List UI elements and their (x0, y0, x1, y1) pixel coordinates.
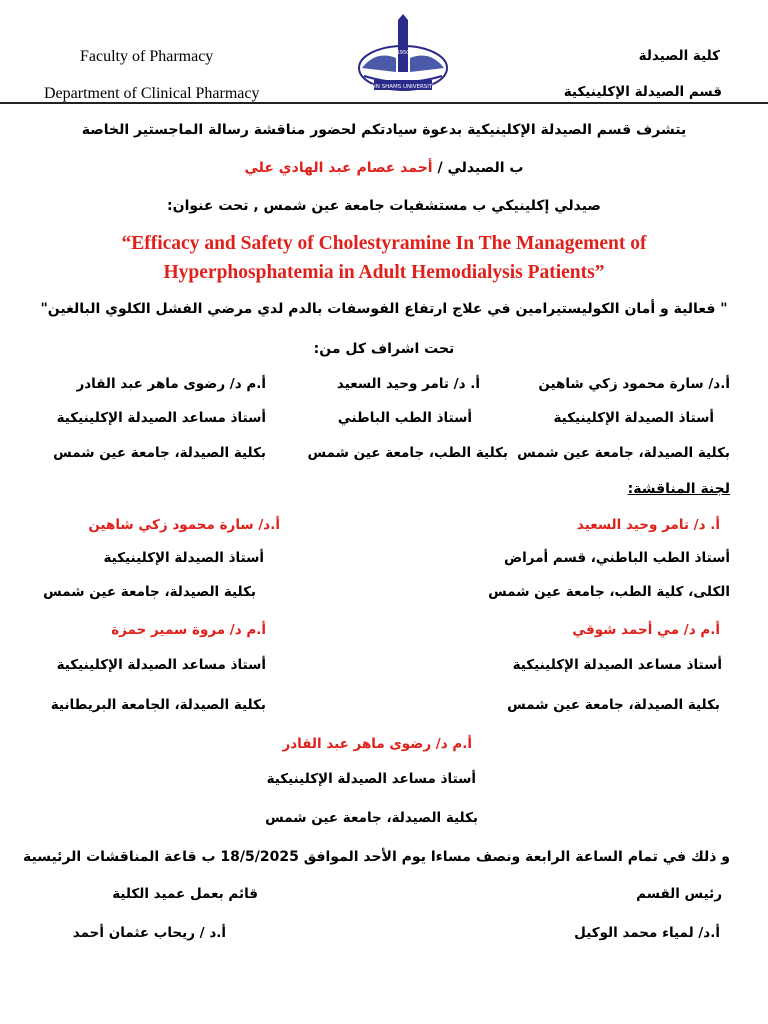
committee-member-title: أستاذ الطب الباطني، قسم أمراض (504, 550, 730, 566)
department-head-title: رئيس القسم (636, 886, 722, 902)
committee-member-name: أ.م د/ رضوى ماهر عبد القادر (282, 736, 472, 752)
department-name-en: Department of Clinical Pharmacy (44, 85, 260, 102)
supervisor-affiliation: بكلية الصيدلة، جامعة عين شمس (517, 445, 730, 461)
supervisor-affiliation: بكلية الطب، جامعة عين شمس (307, 445, 508, 461)
invitation-line: يتشرف قسم الصيدلة الإكلينيكية بدعوة سيادتكم لحضور مناقشة رسالة الماجستير الخاصة (81, 122, 687, 138)
supervisor-title: أستاذ الطب الباطني (337, 410, 472, 426)
committee-member-affiliation: بكلية الصيدلة، جامعة عين شمس (507, 697, 720, 713)
candidate-name: أحمد عصام عبد الهادي علي (244, 160, 433, 176)
supervisor-title: أستاذ الصيدلة الإكلينيكية (553, 410, 714, 426)
logo-year: 1950 (396, 50, 410, 56)
candidate-prefix: ب الصيدلي / (432, 160, 524, 176)
committee-heading: لجنة المناقشة: (627, 481, 730, 497)
department-name-ar: قسم الصيدلة الإكلينيكية (563, 84, 722, 100)
thesis-title-en-line2: Hyperphosphatemia in Adult Hemodialysis Patients” (163, 262, 605, 283)
committee-member-affiliation: بكلية الصيدلة، جامعة عين شمس (265, 810, 478, 826)
supervision-heading: تحت اشراف كل من: (313, 341, 455, 357)
faculty-name-en: Faculty of Pharmacy (80, 48, 214, 65)
logo-text: AIN SHAMS UNIVERSITY (370, 84, 436, 90)
committee-member-affiliation: بكلية الصيدلة، الجامعة البريطانية (50, 697, 266, 713)
committee-member-name: أ.د/ سارة محمود زكي شاهين (88, 517, 280, 533)
supervisor-title: أستاذ مساعد الصيدلة الإكلينيكية (56, 410, 266, 426)
committee-member-title: أستاذ مساعد الصيدلة الإكلينيكية (266, 771, 476, 787)
candidate-line (0, 160, 768, 176)
department-head-name: أ.د/ لمياء محمد الوكيل (574, 925, 720, 941)
committee-member-name: أ.م د/ مروة سمير حمزة (111, 622, 266, 638)
candidate-position: صيدلي إكلينيكي ب مستشفيات جامعة عين شمس , تحت عنوان: (167, 198, 601, 214)
thesis-title-en-line1: “Efficacy and Safety of Cholestyramine In The Management of (121, 233, 647, 254)
supervisor-name: أ.د/ سارة محمود زكي شاهين (538, 376, 730, 392)
committee-member-title: أستاذ مساعد الصيدلة الإكلينيكية (56, 657, 266, 673)
dean-name: أ.د / ريحاب عثمان أحمد (72, 925, 226, 941)
dean-title: قائم بعمل عميد الكلية (112, 886, 258, 902)
committee-member-name: أ.م د/ مي أحمد شوقي (572, 622, 720, 638)
schedule-line: و ذلك في تمام الساعة الرابعة ونصف مساءا يوم الأحد الموافق 18/5/2025 ب قاعة المناقشات الرئيسية (23, 849, 730, 865)
committee-member-title: أستاذ مساعد الصيدلة الإكلينيكية (512, 657, 722, 673)
committee-member-affiliation: بكلية الصيدلة، جامعة عين شمس (43, 584, 256, 600)
faculty-name-ar: كلية الصيدلة (638, 48, 720, 64)
committee-member-title: أستاذ الصيدلة الإكلينيكية (103, 550, 264, 566)
university-logo (356, 14, 450, 98)
supervisor-name: أ. د/ تامر وحيد السعيد (336, 376, 480, 392)
header-divider (0, 102, 768, 104)
committee-member-name: أ. د/ تامر وحيد السعيد (576, 517, 720, 533)
thesis-title-ar: " فعالية و أمان الكوليستيرامين في علاج ارتفاع الفوسفات بالدم لدي مرضي الفشل الكلوي البالغين" (40, 301, 728, 317)
supervisor-name: أ.م د/ رضوى ماهر عبد القادر (76, 376, 266, 392)
committee-member-affiliation: الكلى، كلية الطب، جامعة عين شمس (488, 584, 730, 600)
supervisor-affiliation: بكلية الصيدلة، جامعة عين شمس (53, 445, 266, 461)
